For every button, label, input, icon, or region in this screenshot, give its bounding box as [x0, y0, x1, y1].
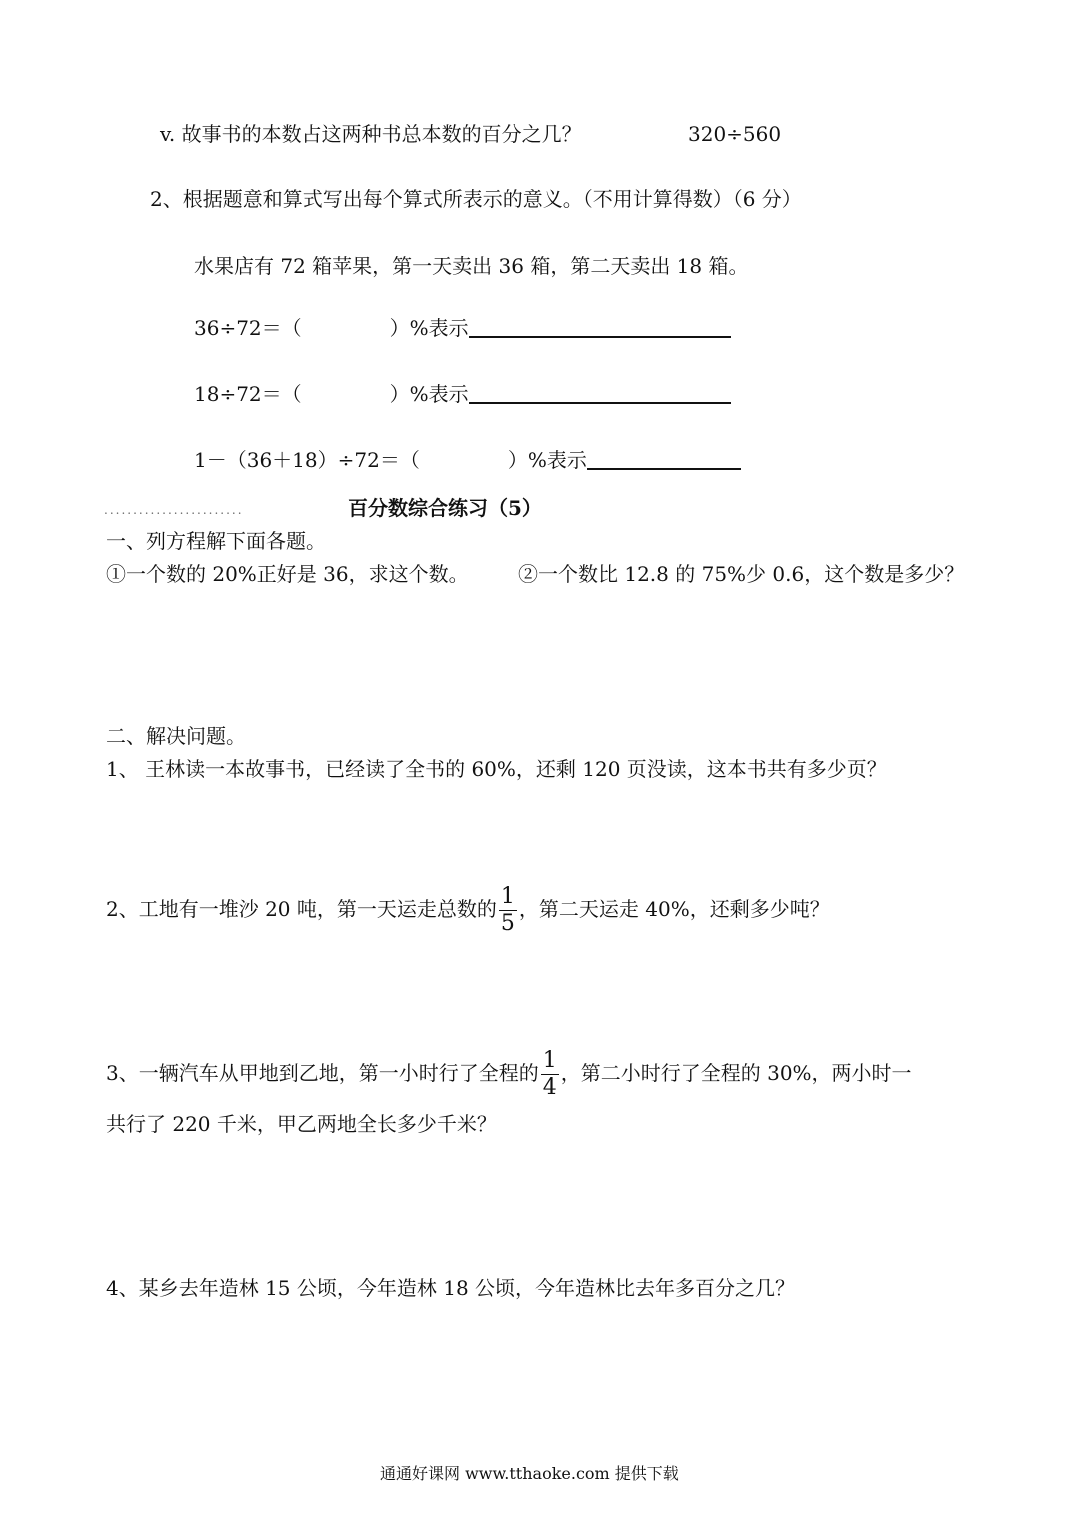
question-2-context: 水果店有 72 箱苹果，第一天卖出 36 箱，第二天卖出 18 箱。: [194, 254, 749, 278]
equation-3-left: 1－（36＋18）÷72＝（: [194, 448, 420, 472]
problem-3-line-2: 共行了 220 千米，甲乙两地全长多少千米？: [106, 1112, 497, 1136]
problem-4: 4、某乡去年造林 15 公顷，今年造林 18 公顷，今年造林比去年多百分之几？: [106, 1276, 796, 1300]
equation-1-left: 36÷72＝（: [194, 316, 302, 340]
equation-1: [194, 318, 731, 338]
equation-3-right: ）%表示: [507, 448, 587, 472]
problem-1: 1、 王林读一本故事书，已经读了全书的 60%，还剩 120 页没读，这本书共有多少页？: [106, 757, 887, 781]
question-v-text: v. 故事书的本数占这两种书总本数的百分之几？: [160, 122, 582, 146]
equation-1-right: ）%表示: [389, 316, 469, 340]
fraction-denominator: 5: [500, 911, 515, 936]
problem-3-line-1: [106, 1050, 912, 1099]
part-1-heading: 一、列方程解下面各题。: [106, 529, 326, 553]
part-1-question-2: ②一个数比 12.8 的 75%少 0.6，这个数是多少？: [518, 562, 965, 586]
footer-source: 通通好课网 www.tthaoke.com 提供下载: [380, 1464, 679, 1483]
question-2-heading: 2、根据题意和算式写出每个算式所表示的意义。（不用计算得数）（6 分）: [150, 187, 802, 211]
equation-2-left: 18÷72＝（: [194, 382, 302, 406]
equation-2-right: ）%表示: [389, 382, 469, 406]
question-v: [160, 124, 582, 144]
equation-3: [194, 450, 741, 470]
problem-2-text-start: 2、工地有一堆沙 20 吨，第一天运走总数的: [106, 897, 497, 921]
fraction-denominator: 4: [542, 1075, 557, 1100]
problem-3-text-start: 3、一辆汽车从甲地到乙地，第一小时行了全程的: [106, 1061, 539, 1085]
answer-blank-1[interactable]: [469, 318, 731, 338]
part-1-question-1: ①一个数的 20%正好是 36，求这个数。: [106, 562, 469, 586]
fraction-numerator: 1: [542, 1048, 557, 1073]
fraction-one-fifth: [499, 886, 517, 935]
answer-blank-2[interactable]: [469, 384, 731, 404]
problem-2-text-end: ，第二天运走 40%，还剩多少吨？: [518, 897, 830, 921]
fraction-one-fourth: [541, 1050, 559, 1099]
problem-2: [106, 886, 830, 935]
question-v-expression: 320÷560: [688, 122, 782, 146]
section-title: 百分数综合练习（5）: [348, 496, 542, 520]
problem-3-text-end: ，第二小时行了全程的 30%，两小时一: [560, 1061, 912, 1085]
fraction-numerator: 1: [500, 884, 515, 909]
equation-2: [194, 384, 731, 404]
part-2-heading: 二、解决问题。: [106, 724, 246, 748]
answer-blank-3[interactable]: [587, 450, 741, 470]
section-divider-dots: ........................: [104, 503, 244, 517]
